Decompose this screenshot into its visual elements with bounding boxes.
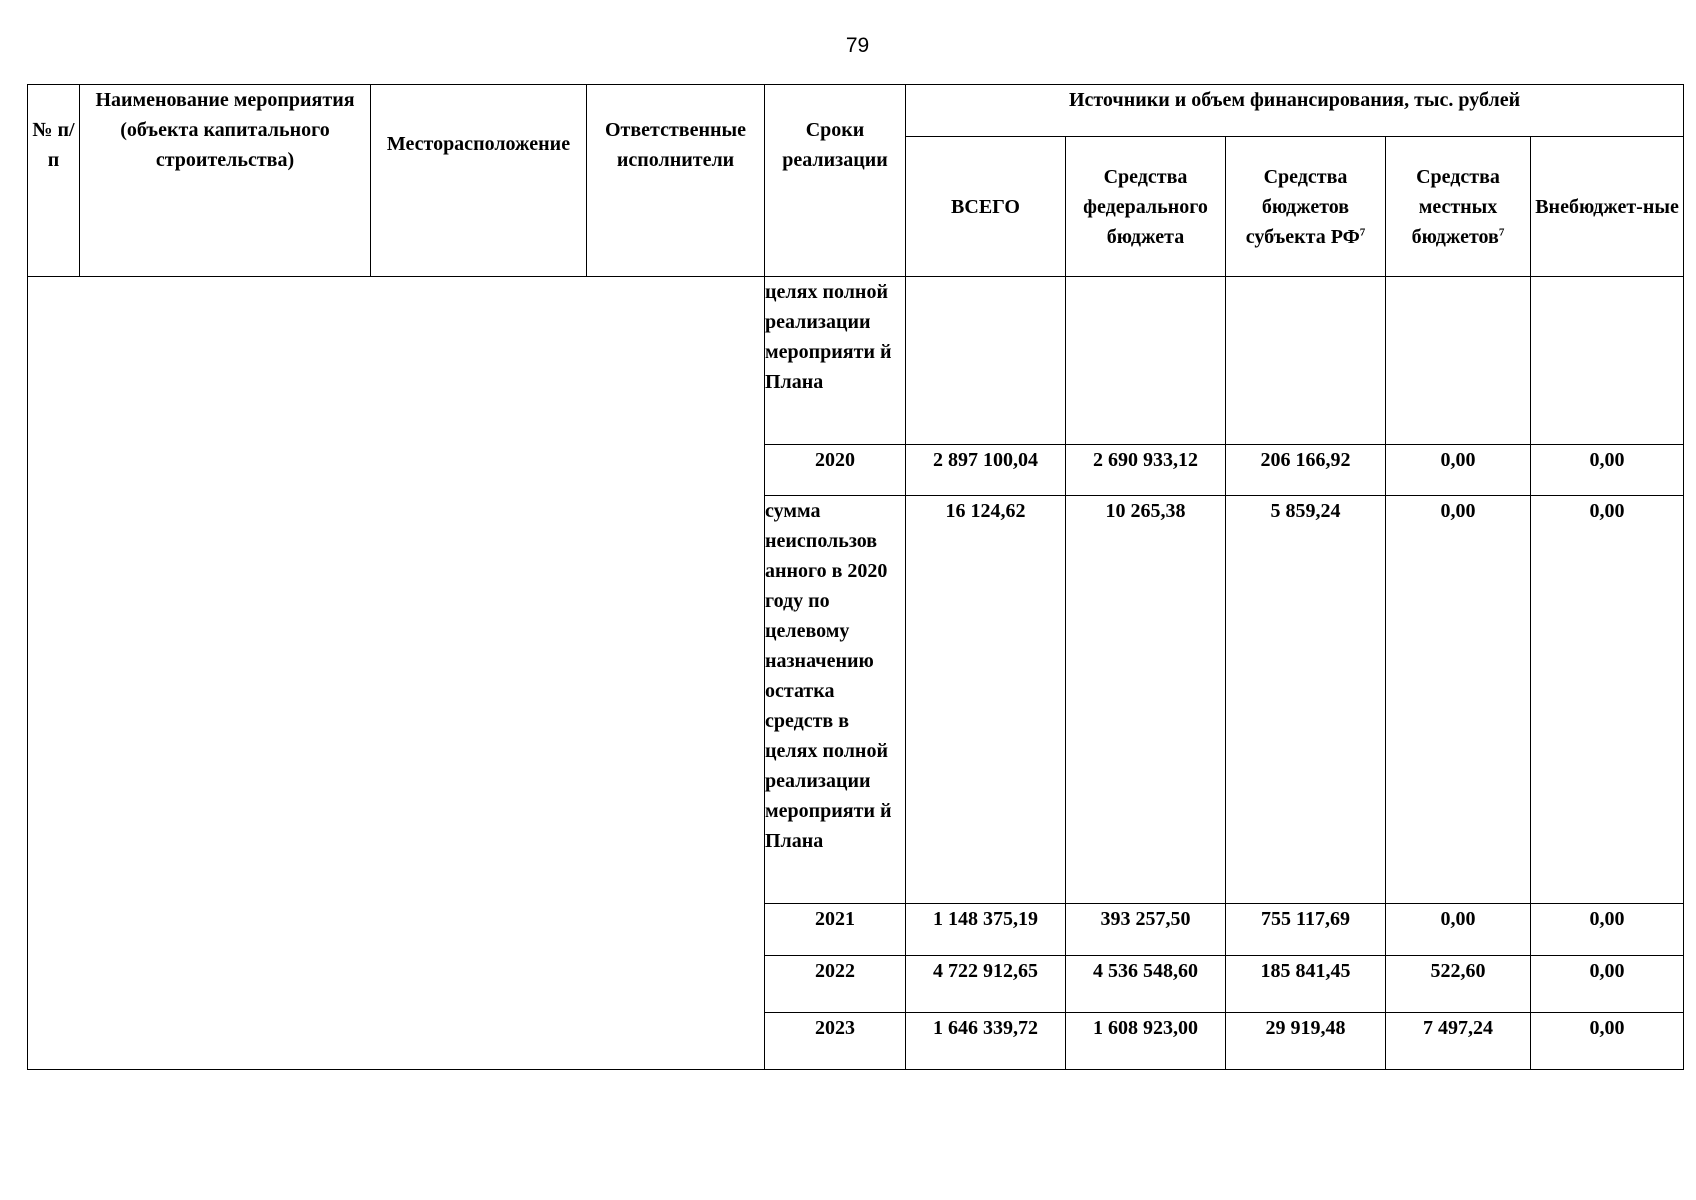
row-federal: 10 265,38 (1066, 496, 1226, 904)
row-federal: 1 608 923,00 (1066, 1013, 1226, 1070)
header-location: Месторасположение (371, 85, 587, 277)
header-sources: Источники и объем финансирования, тыс. рублей (906, 85, 1684, 137)
header-regional (1226, 137, 1386, 277)
header-responsible: Ответственные исполнители (587, 85, 765, 277)
row-extra: 0,00 (1531, 496, 1684, 904)
row-total: 2 897 100,04 (906, 445, 1066, 496)
header-local-label: Средства местных бюджетов (1411, 165, 1500, 248)
row-term: целях полной реализации мероприяти й Плана (765, 277, 906, 445)
row-extra: 0,00 (1531, 956, 1684, 1013)
row-regional: 5 859,24 (1226, 496, 1386, 904)
header-extra: Внебюджет-ные (1531, 137, 1684, 277)
header-local (1386, 137, 1531, 277)
header-total: ВСЕГО (906, 137, 1066, 277)
row-extra: 0,00 (1531, 1013, 1684, 1070)
row-federal: 4 536 548,60 (1066, 956, 1226, 1013)
row-term: 2023 (765, 1013, 906, 1070)
row-local: 7 497,24 (1386, 1013, 1531, 1070)
header-regional-label: Средства бюджетов субъекта РФ (1245, 165, 1360, 248)
row-regional (1226, 277, 1386, 445)
row-federal: 393 257,50 (1066, 904, 1226, 956)
row-term: 2022 (765, 956, 906, 1013)
financing-table (27, 84, 1684, 1070)
row-local: 0,00 (1386, 496, 1531, 904)
table-row (28, 277, 1684, 445)
row-total: 16 124,62 (906, 496, 1066, 904)
row-local: 522,60 (1386, 956, 1531, 1013)
header-local-footnote: 7 (1498, 225, 1505, 238)
row-term: сумма неиспользов анного в 2020 году по целевому назначению остатка средств в целях полной реализации мероприяти й Плана (765, 496, 906, 904)
header-num: № п/п (28, 85, 80, 277)
row-total: 1 646 339,72 (906, 1013, 1066, 1070)
row-local (1386, 277, 1531, 445)
row-regional: 755 117,69 (1226, 904, 1386, 956)
row-local: 0,00 (1386, 904, 1531, 956)
row-regional: 29 919,48 (1226, 1013, 1386, 1070)
row-federal: 2 690 933,12 (1066, 445, 1226, 496)
row-total: 1 148 375,19 (906, 904, 1066, 956)
row-term: 2020 (765, 445, 906, 496)
header-row-1 (28, 85, 1684, 137)
row-regional: 206 166,92 (1226, 445, 1386, 496)
row-local: 0,00 (1386, 445, 1531, 496)
header-name: Наименование мероприятия (объекта капитального строительства) (80, 85, 371, 277)
row-total: 4 722 912,65 (906, 956, 1066, 1013)
page-number: 79 (845, 34, 870, 57)
header-regional-footnote: 7 (1359, 225, 1366, 238)
row-extra: 0,00 (1531, 904, 1684, 956)
row-federal (1066, 277, 1226, 445)
row-regional: 185 841,45 (1226, 956, 1386, 1013)
header-federal: Средства федерального бюджета (1066, 137, 1226, 277)
row-term: 2021 (765, 904, 906, 956)
row-total (906, 277, 1066, 445)
header-terms: Сроки реализации (765, 85, 906, 277)
merged-empty-cell (28, 277, 765, 1070)
row-extra (1531, 277, 1684, 445)
row-extra: 0,00 (1531, 445, 1684, 496)
